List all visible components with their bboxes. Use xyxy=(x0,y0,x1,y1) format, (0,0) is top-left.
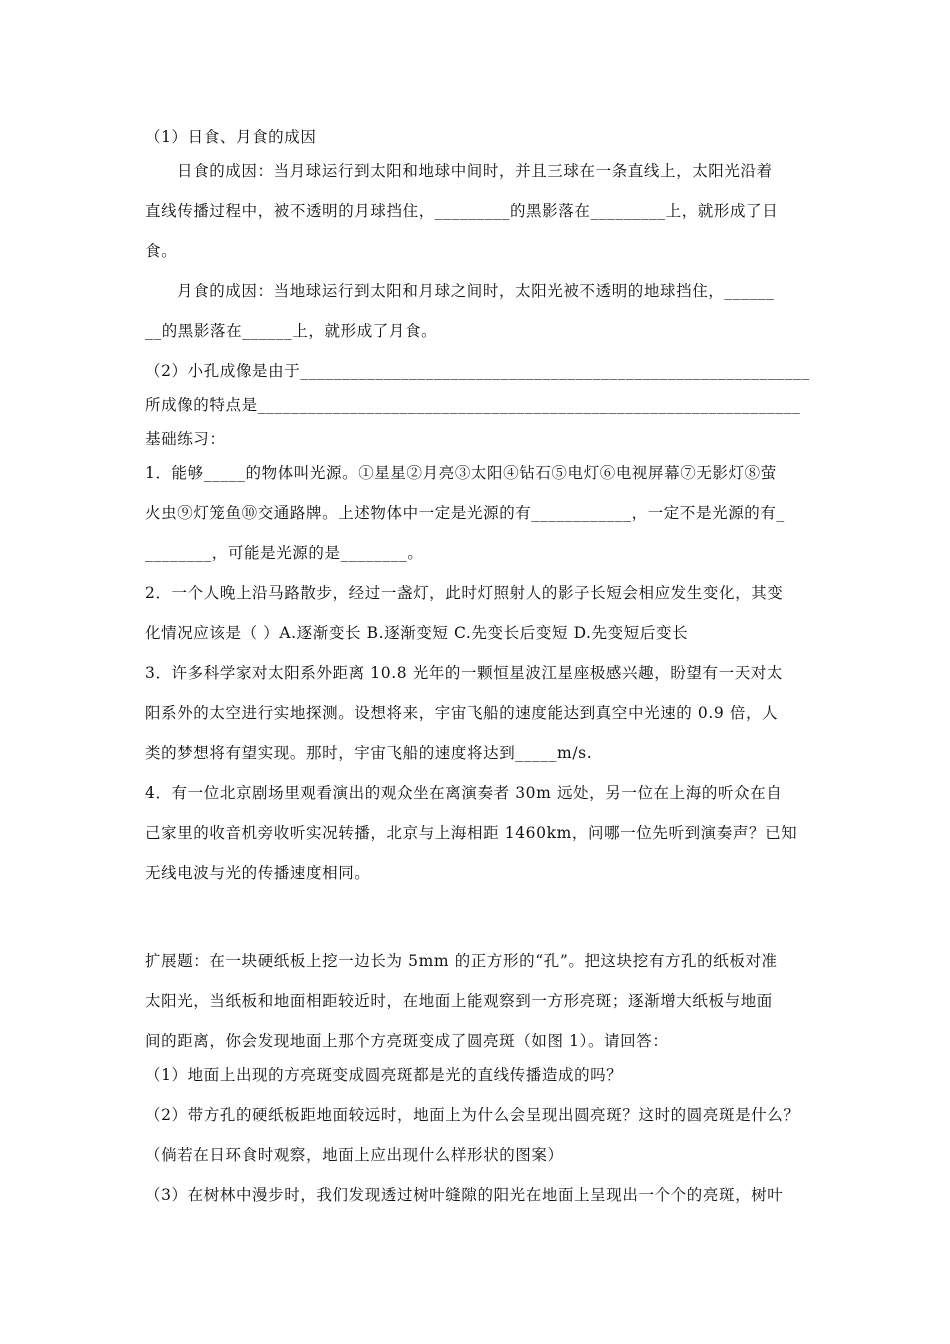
extension-line1: 扩展题：在一块硬纸板上挖一边长为 5mm 的正方形的“孔”。把这块挖有方孔的纸板对准 xyxy=(145,952,778,970)
question2-line2: 化情况应该是（ ）A.逐渐变长 B.逐渐变短 C.先变长后变短 D.先变短后变长 xyxy=(145,624,689,642)
question3-line3: 类的梦想将有望实现。那时，宇宙飞船的速度将达到_____m/s. xyxy=(145,744,593,762)
question1-line2: 火虫⑨灯笼鱼⑩交通路牌。上述物体中一定是光源的有____________，一定不是光源的有_ xyxy=(145,504,785,522)
lunar-eclipse-line2: __的黑影落在______上，就形成了月食。 xyxy=(145,322,438,340)
extension-sub3: （3）在树林中漫步时，我们发现透过树叶缝隙的阳光在地面上呈现出一个个的亮斑，树叶 xyxy=(145,1186,784,1204)
pinhole-line2: 所成像的特点是_________________________________________________________________ xyxy=(145,396,801,414)
solar-eclipse-line3: 食。 xyxy=(145,242,178,260)
solar-eclipse-line1: 日食的成因：当月球运行到太阳和地球中间时，并且三球在一条直线上，太阳光沿着 xyxy=(177,162,773,180)
question4-line1: 4．有一位北京剧场里观看演出的观众坐在离演奏者 30m 远处，另一位在上海的听众在自 xyxy=(145,784,783,802)
solar-eclipse-line2: 直线传播过程中，被不透明的月球挡住，_________的黑影落在_________上，就形成了日 xyxy=(145,202,779,220)
section-spacer xyxy=(145,901,810,949)
lunar-eclipse-line1: 月食的成因：当地球运行到太阳和月球之间时，太阳光被不透明的地球挡住，______ xyxy=(177,282,775,300)
document-page xyxy=(145,125,810,1223)
question3-line2: 阳系外的太空进行实地探测。设想将来，宇宙飞船的速度能达到真空中光速的 0.9 倍，人 xyxy=(145,704,779,722)
question1-line1: 1．能够_____的物体叫光源。①星星②月亮③太阳④钻石⑤电灯⑥电视屏幕⑦无影灯⑧萤 xyxy=(145,464,777,482)
extension-sub2-note: （倘若在日环食时观察，地面上应出现什么样形状的图案） xyxy=(145,1146,564,1164)
basic-practice-heading: 基础练习： xyxy=(145,430,226,448)
question4-line2: 己家里的收音机旁收听实况转播，北京与上海相距 1460km，问哪一位先听到演奏声？已知 xyxy=(145,824,798,842)
extension-sub1: （1）地面上出现的方亮斑变成圆亮斑都是光的直线传播造成的吗？ xyxy=(145,1066,623,1084)
review-item1-heading: （1）日食、月食的成因 xyxy=(145,128,317,146)
pinhole-line1: （2）小孔成像是由于_____________________________________________________________ xyxy=(145,362,810,380)
question4-line3: 无线电波与光的传播速度相同。 xyxy=(145,864,371,882)
extension-line2: 太阳光，当纸板和地面相距较近时，在地面上能观察到一方形亮斑；逐渐增大纸板与地面 xyxy=(145,992,773,1010)
question2-line1: 2．一个人晚上沿马路散步，经过一盏灯，此时灯照射人的影子长短会相应发生变化，其变 xyxy=(145,584,784,602)
question3-line1: 3．许多科学家对太阳系外距离 10.8 光年的一颗恒星波江星座极感兴趣，盼望有一天对太 xyxy=(145,664,784,682)
question1-line3: ________，可能是光源的是________。 xyxy=(145,544,424,562)
extension-sub2: （2）带方孔的硬纸板距地面较远时，地面上为什么会呈现出圆亮斑？这时的圆亮斑是什么？ xyxy=(145,1106,800,1124)
extension-line3: 间的距离，你会发现地面上那个方亮斑变成了圆亮斑（如图 1）。请回答： xyxy=(145,1032,669,1050)
